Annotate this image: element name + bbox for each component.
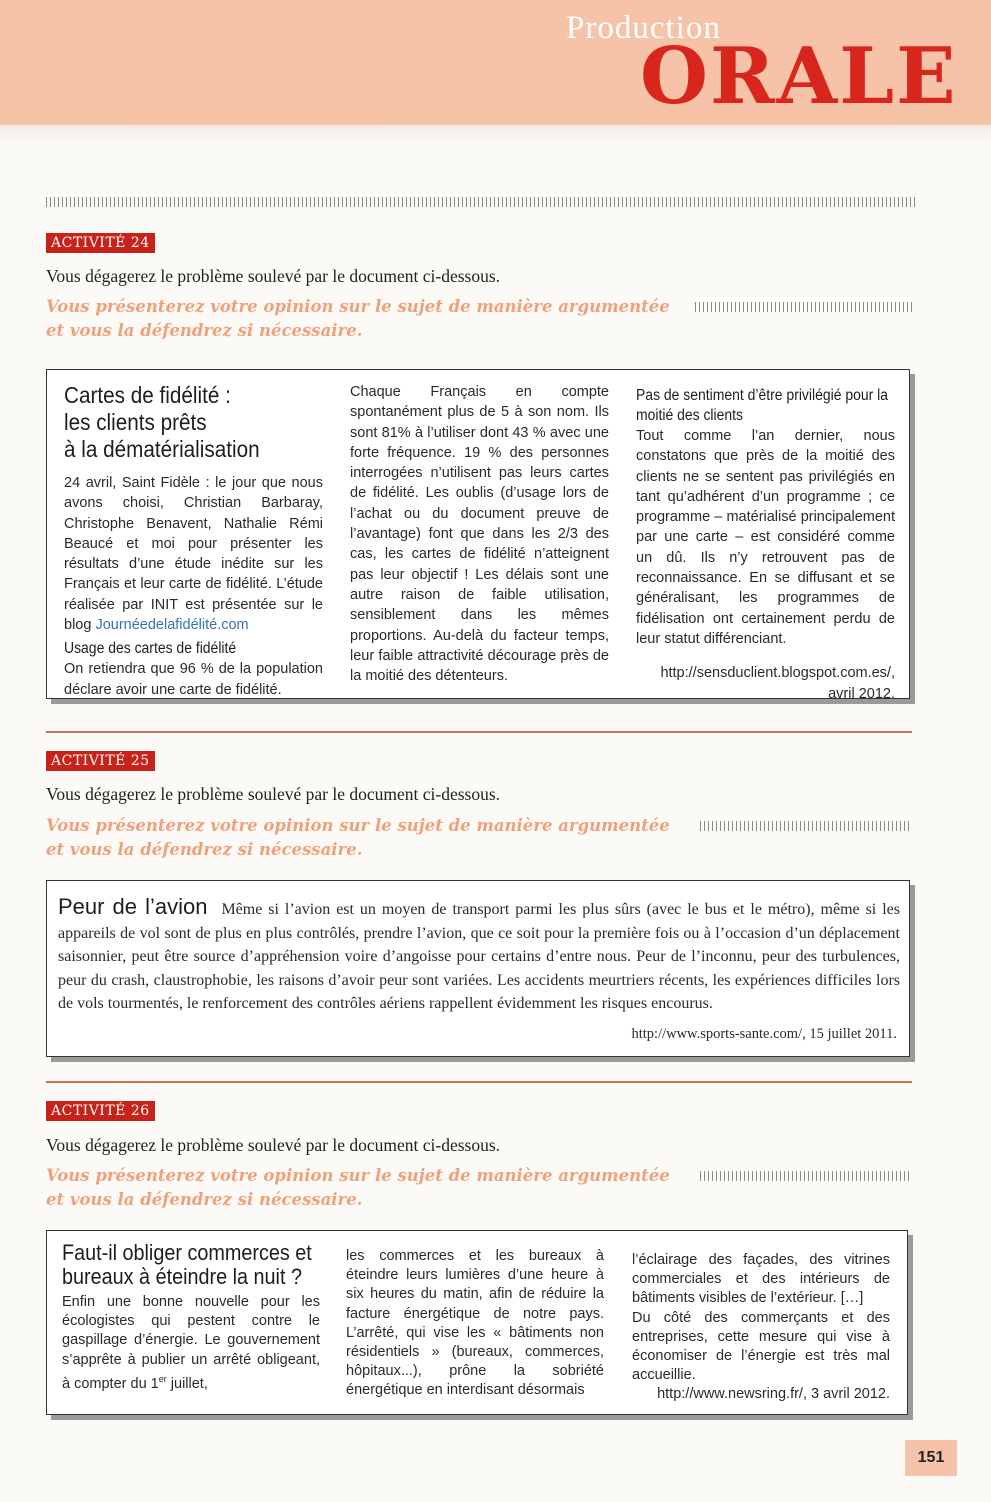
doc26-title-line2: bureaux à éteindre la nuit ?	[62, 1264, 302, 1289]
activity-25-divider	[46, 1081, 912, 1083]
activity-25-opinion-line1: Vous présenterez votre opinion sur le sujet de manière argumentée	[46, 816, 670, 835]
doc24-usage-text: On retiendra que 96 % de la population déclare avoir une carte de fidélité.	[64, 661, 323, 698]
activity-25-hatch	[700, 821, 912, 831]
activity-24-badge: ACTIVITÉ 24	[46, 233, 155, 253]
activity-25-instruction: Vous dégagerez le problème soulevé par le document ci-dessous.	[46, 784, 501, 804]
activity-26-hatch	[700, 1171, 912, 1181]
doc26-column-1-text: Enfin une bonne nouvelle pour les écologistes qui pestent contre le gaspillage d’énergie. Le gouvernement s’apprête à publier un arrêté obligeant, à compter du 1er juillet,	[62, 1294, 320, 1392]
doc24-column-2-text: Chaque Français en compte spontanément plus de 5 à son nom. Ils sont 81% à l’utiliser dont 43 % avec une forte fréquence. 19 % des personnes interrogées n’utilisent pas leurs cartes de fidélité. Les oublis (d’usage lors de l’achat ou du document preuve de l’avantage) font que dans les 2/3 des cas, les cartes de fidélité n’atteignent pas leur objectif ! Les délais sont une autre raison de faible utilisation, sensiblement dans les mêmes proportions. Au-delà du facteur temps, leur faible attractivité décourage près de la moitié des détenteurs.	[350, 384, 609, 685]
doc24-title-line2: les clients prêts	[64, 409, 207, 435]
page-number: 151	[905, 1440, 957, 1476]
activity-26-instruction: Vous dégagerez le problème soulevé par le document ci-dessous.	[46, 1135, 501, 1155]
doc24-intro: 24 avril, Saint Fidèle : le jour que nous avons choisi, Christian Barbaray, Christophe Benavent, Nathalie Rémi Beaucé et moi pour présenter les résultats d’une étude inédite sur les Français et leur carte de fidélité. L’étude réalisée par INIT est présentée sur le blog Journéedelafidélité.com	[64, 475, 323, 634]
doc26-column-3-text-b: Du côté des commerçants et des entreprises, cette mesure qui vise à économiser de l’énergie est très mal accueillie.	[632, 1309, 890, 1384]
doc26-column-3	[632, 1251, 890, 1405]
top-divider	[46, 197, 916, 207]
doc24-subtitle-privilege-line1: Pas de sentiment d’être privilégié pour la	[636, 387, 889, 404]
doc25-text: Même si l’avion est un moyen de transport parmi les plus sûrs (avec le bus et le métro), même si les appareils de vol sont de plus en plus contrôlés, prendre l’avion, que ce soit pour la première fois ou à l’occasion d’un déplacement saisonnier, peut être source d’appréhension voire d’angoisse pour certains d’entre nous. Peur de l’inconnu, peur des turbulences, peur du crash, claustrophobie, les raisons d’avoir peur sont variées. Les accidents meurtriers récents, les expériences difficiles lors de vols tourmentés, le renforcement des contrôles aériens rappellent évidemment les risques encourus.	[58, 901, 900, 1012]
doc26-column-2-text: les commerces et les bureaux à éteindre leurs lumières d’une heure à six heures du matin, afin de réduire la facture énergétique de notre pays. L’arrêté, qui vise les « bâtiments non résidentiels » (bureaux, commerces, hôpitaux...), prône la sobriété énergétique en interdisant désormais	[346, 1248, 604, 1399]
doc24-blog-link: Journéedelafidélité.com	[95, 617, 249, 634]
activity-24-divider	[46, 731, 912, 733]
doc26-source: http://www.newsring.fr/, 3 avril 2012.	[657, 1386, 890, 1403]
doc25-title: Peur de l’avion	[58, 894, 208, 919]
activity-25-opinion-line2: et vous la défendrez si nécessaire.	[46, 840, 363, 859]
doc24-source: http://sensduclient.blogspot.com.es/, avril 2012.	[660, 665, 895, 702]
doc24-column-2	[350, 382, 609, 686]
doc26-column-2	[346, 1247, 604, 1401]
activity-26-badge: ACTIVITÉ 26	[46, 1101, 155, 1121]
activity-26-opinion-line2: et vous la défendrez si nécessaire.	[46, 1190, 363, 1209]
doc24-column-1	[64, 382, 323, 700]
doc24-title-line1: Cartes de fidélité :	[64, 382, 231, 408]
activity-24-instruction: Vous dégagerez le problème soulevé par le document ci-dessous.	[46, 266, 501, 286]
section-title-orale: ORALE	[640, 31, 958, 122]
doc24-title-line3: à la dématérialisation	[64, 436, 260, 462]
doc26-title-line1: Faut-il obliger commerces et	[62, 1240, 312, 1265]
activity-26-opinion-line1: Vous présenterez votre opinion sur le sujet de manière argumentée	[46, 1166, 670, 1185]
doc26-column-1	[62, 1241, 320, 1394]
doc24-subtitle-privilege-line2: moitié des clients	[636, 407, 744, 424]
activity-24-document	[46, 369, 910, 702]
doc25-body	[58, 895, 900, 1016]
doc24-column-3	[636, 386, 895, 704]
doc24-column-3-text: Tout comme l’an dernier, nous constatons que près de la moitié des clients ne se sentent pas privilégiés en tant qu’adhérent d’un programme ; ce programme – matérialisé principalement par une carte – est considéré comme un dû. Ils n’y retrouvent pas de reconnaissance. En se diffusant et se généralisant, les programmes de fidélisation ont certainement perdu de leur statut différenciant.	[636, 428, 895, 647]
activity-25-badge: ACTIVITÉ 25	[46, 751, 155, 771]
doc25-source: http://www.sports-sante.com/, 15 juillet 2011.	[631, 1026, 897, 1042]
activity-26-document	[46, 1230, 908, 1415]
activity-24-opinion-line1: Vous présenterez votre opinion sur le sujet de manière argumentée	[46, 297, 670, 316]
doc24-subtitle-usage: Usage des cartes de fidélité	[64, 640, 237, 658]
activity-24-hatch	[695, 302, 913, 312]
activity-24-opinion-line2: et vous la défendrez si nécessaire.	[46, 321, 363, 340]
activity-25-document	[46, 880, 910, 1057]
section-title-production: Production	[566, 10, 721, 46]
doc26-column-3-text-a: l’éclairage des façades, des vitrines commerciales et des intérieurs de bâtiments visibles de l’extérieur. […]	[632, 1252, 890, 1307]
